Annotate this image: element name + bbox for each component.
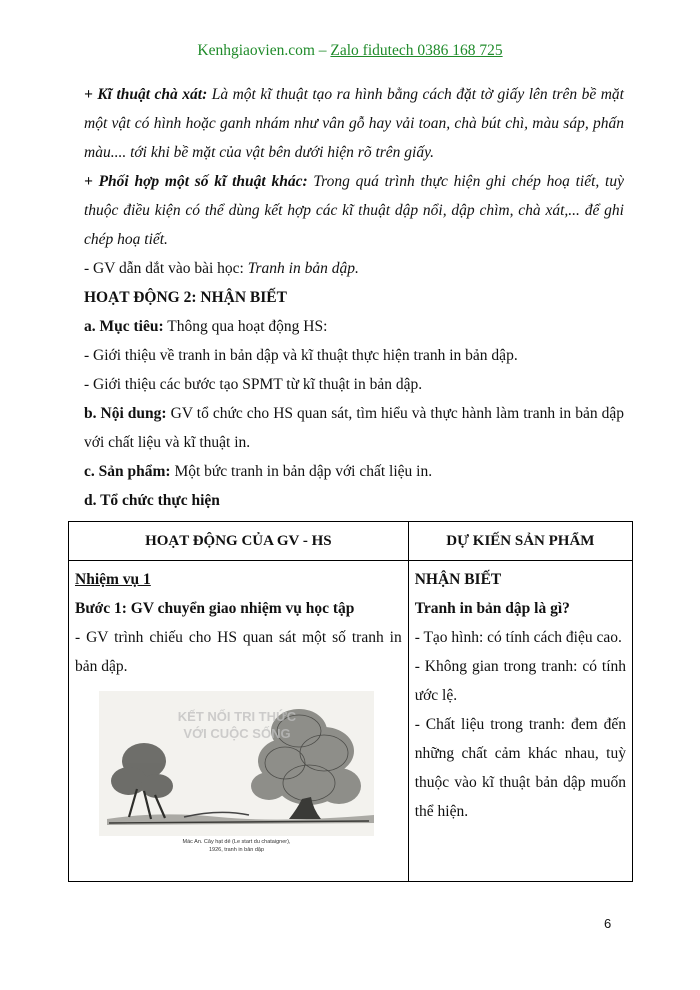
goal-paragraph	[84, 312, 624, 341]
page-number: 6	[604, 916, 612, 931]
activity-heading: HOẠT ĐỘNG 2: NHẬN BIẾT	[84, 289, 287, 306]
document-body	[84, 80, 624, 515]
goal-label: a. Mục tiêu:	[84, 318, 164, 335]
right-cell	[408, 561, 632, 882]
caption-line-2: 1926, tranh in bản dập	[208, 847, 265, 853]
page-header	[0, 42, 700, 60]
zalo-link[interactable]: Zalo fidutech 0386 168 725	[330, 42, 503, 59]
answer-item: - Không gian trong tranh: có tính ước lệ.	[414, 658, 626, 704]
rubbing-technique-label: + Kĩ thuật chà xát:	[84, 86, 208, 103]
header-teacher-student: HOẠT ĐỘNG CỦA GV - HS	[69, 522, 409, 561]
intro-lesson-title: Tranh in bản dập.	[247, 260, 359, 277]
content-label: b. Nội dung:	[84, 405, 167, 422]
step-title: Bước 1: GV chuyển giao nhiệm vụ học tập	[75, 600, 355, 617]
product-label: c. Sản phẩm:	[84, 463, 171, 480]
recognize-title: NHẬN BIẾT	[414, 571, 502, 588]
combined-technique-label: + Phối hợp một số kĩ thuật khác:	[84, 173, 308, 190]
intro-paragraph	[84, 254, 624, 283]
answer-item: - Tạo hình: có tính cách điệu cao.	[414, 629, 622, 646]
goal-item: - Giới thiệu về tranh in bản dập và kĩ thuật thực hiện tranh in bản dập.	[84, 347, 518, 364]
step-text: - GV trình chiếu cho HS quan sát một số tranh in bản dập.	[75, 629, 402, 675]
task-title: Nhiệm vụ 1	[75, 571, 151, 588]
combined-technique-text: Trong quá trình thực hiện ghi chép hoạ tiết, tuỳ thuộc điều kiện có thể dùng kết hợp các kĩ thuật dập nổi, dập chìm, chà xát,... để ghi chép hoạ tiết.	[84, 173, 624, 248]
goal-item: - Giới thiệu các bước tạo SPMT từ kĩ thuật in bản dập.	[84, 376, 423, 393]
product-paragraph	[84, 457, 624, 486]
question-title: Tranh in bản dập là gì?	[414, 600, 570, 617]
table-header-row	[69, 522, 633, 561]
header-expected-product: DỰ KIẾN SẢN PHẨM	[408, 522, 632, 561]
site-link[interactable]: Kenhgiaovien.com	[197, 42, 315, 59]
artwork-caption	[99, 838, 374, 854]
caption-line-1: Mác An. Cây hạt dẻ (Le start du chataigner),	[182, 839, 291, 845]
content-paragraph	[84, 399, 624, 457]
watermark-line-2: VỚI CUỘC SỐNG	[183, 726, 291, 741]
product-text: Một bức tranh in bản dập với chất liệu in.	[170, 463, 433, 480]
header-dash: –	[314, 42, 331, 59]
rubbing-technique-paragraph	[84, 80, 624, 167]
watermark-line-1: KẾT NỐI TRI THỨC	[177, 709, 297, 724]
rubbing-technique-text: Là một kĩ thuật tạo ra hình bằng cách đặt tờ giấy lên trên bề mặt một vật có hình hoặc ganh nhám như vân gỗ hay vải toan, chà bút chì, màu sáp, phấn màu.... tới khi bề mặt của vật bên dưới hiện rõ trên giấy.	[84, 86, 624, 161]
content-text: GV tổ chức cho HS quan sát, tìm hiểu và thực hành làm tranh in bản dập với chất liệu và kĩ thuật in.	[84, 405, 624, 451]
goal-text: Thông qua hoạt động HS:	[163, 318, 328, 335]
intro-text: - GV dẫn dắt vào bài học:	[84, 260, 248, 277]
artwork-figure	[99, 691, 374, 854]
activity-table	[68, 521, 633, 882]
combined-technique-paragraph	[84, 167, 624, 254]
left-cell	[69, 561, 409, 882]
organize-heading: d. Tổ chức thực hiện	[84, 492, 220, 509]
answer-item: - Chất liệu trong tranh: đem đến những chất cảm khác nhau, tuỳ thuộc vào kĩ thuật bản dập muốn thể hiện.	[414, 716, 626, 820]
chestnut-tree-print-image	[99, 691, 374, 836]
table-body-row	[69, 561, 633, 882]
